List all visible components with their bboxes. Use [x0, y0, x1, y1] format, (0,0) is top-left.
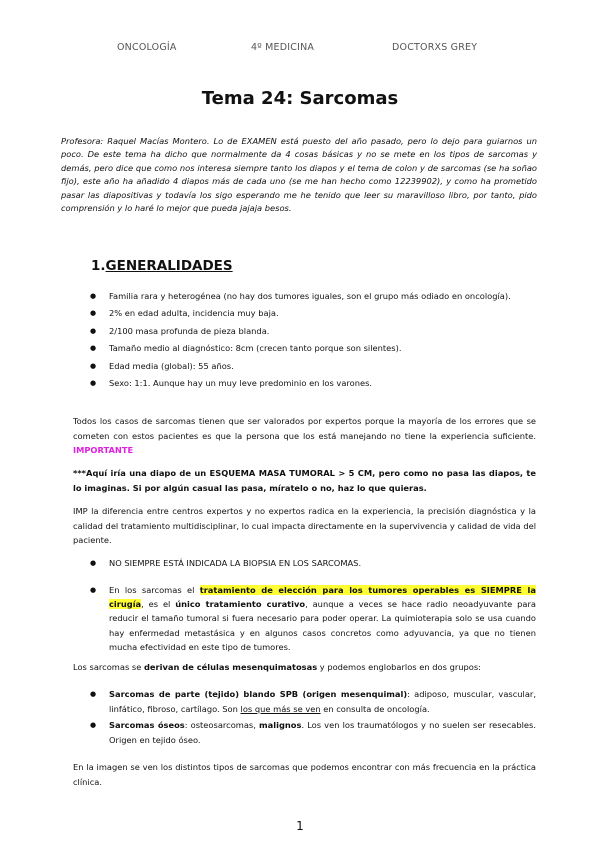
imp-paragraph: IMP la diferencia entre centros expertos y no expertos radica en la experiencia, la precisión diagnóstica y la calidad del tratamiento multidisciplinar, lo cual impacta directamente en la supervivencia y calidad de vida del paciente.	[73, 506, 536, 546]
bold-text: Sarcomas de parte (tejido) blando SPB (origen mesenquimal)	[109, 689, 408, 699]
header-course: 4º MEDICINA	[251, 42, 315, 53]
highlighted-text: tratamiento de elección para los tumores operables es SIEMPRE la cirugía	[109, 585, 536, 610]
list-item-text: Sexo: 1:1. Aunque hay un muy leve predominio en los varones.	[109, 378, 373, 389]
imagen-paragraph: En la imagen se ven los distintos tipos de sarcomas que podemos encontrar con más frecuencia en la práctica clínica.	[73, 762, 536, 787]
text-fragment: En los sarcomas el	[109, 585, 200, 595]
intro-paragraph: Profesora: Raquel Macías Montero. Lo de EXAMEN está puesto del año pasado, pero lo dejo para guiarnos un poco. De este tema ha dicho que normalmente da 4 cosas básicas y no se mete en los tipos de sarcomas y demás, pero dice que como nos interesa siempre tanto los diapos y el tema de colon y de sarcomas (se ha soñao fijo), este año ha añadido 4 diapos más de cada uno (se me han hecho como 12239902), y como ha prometido pasar las diapositivas y todavía los sigo esperando me he tenido que leer su maravilloso libro, por tanto, pido comprensión y lo haré lo mejor que pueda jajaja besos.	[61, 136, 537, 214]
bullet-icon: ●	[90, 559, 97, 567]
list-item	[90, 341, 536, 356]
page-header	[0, 42, 600, 56]
bullet-icon: ●	[90, 690, 97, 698]
list-item	[90, 556, 536, 571]
paragraph-text: Todos los casos de sarcomas tienen que ser valorados por expertos porque la mayoría de los errores que se cometen con estos pacientes es que la persona que los está manejando no tiene la experiencia suficiente.	[73, 416, 536, 441]
bold-text: derivan de células mesenquimatosas	[143, 662, 318, 672]
bold-text: único tratamiento curativo	[175, 599, 306, 610]
bold-text: Sarcomas óseos	[109, 720, 185, 731]
list-item-text: Edad media (global): 55 años.	[109, 360, 234, 371]
section-label: GENERALIDADES	[105, 258, 233, 274]
list-item-text: 2% en edad adulta, incidencia muy baja.	[109, 308, 279, 319]
list-item-text: 2/100 masa profunda de pieza blanda.	[109, 325, 270, 336]
text-fragment: : adiposo, muscular, vascular, linfático, fibroso, cartílago. Son	[109, 689, 536, 714]
list-item	[90, 359, 536, 374]
list-item	[90, 718, 536, 747]
tratamiento-list	[90, 583, 536, 654]
bullet-icon: ●	[90, 326, 97, 335]
bullet-icon: ●	[90, 309, 97, 318]
list-item	[90, 687, 536, 716]
important-tag: IMPORTANTE	[73, 445, 134, 456]
bullet-icon: ●	[90, 379, 97, 388]
esquema-note: ***Aquí iría una diapo de un ESQUEMA MASA TUMORAL > 5 CM, pero como no pasa las diapos, te lo imaginas. Si por algún casual las pasa, míratelo o no, haz lo que quieras.	[73, 468, 536, 493]
text-fragment: : osteosarcomas,	[184, 720, 260, 731]
biopsia-list	[90, 556, 536, 571]
list-item-text: Tamaño medio al diagnóstico: 8cm (crecen tanto porque son silentes).	[109, 343, 402, 354]
text-fragment: , es el	[141, 599, 176, 610]
list-item-text: NO SIEMPRE ESTÁ INDICADA LA BIOPSIA EN LOS SARCOMAS.	[109, 558, 362, 568]
page-number: 1	[296, 819, 304, 833]
bullet-icon: ●	[90, 586, 97, 594]
origen-paragraph	[73, 660, 536, 675]
bullet-icon: ●	[90, 721, 97, 730]
header-subject: ONCOLOGÍA	[117, 42, 177, 53]
text-fragment: Los sarcomas se	[73, 662, 144, 672]
page-title: Tema 24: Sarcomas	[201, 88, 399, 109]
text-fragment: , aunque a veces se hace radio neoadyuvante para reducir el tamaño tumoral si fuera necesario para poder operar. La quimioterapia solo se usa cuando hay enfermedad metastásica y en algunos casos concretos como adyuvancia, ya que no tienen mucha efectividad en este tipo de tumores.	[109, 599, 536, 652]
list-item	[90, 583, 536, 654]
header-authors: DOCTORXS GREY	[392, 42, 478, 53]
bullet-icon: ●	[90, 344, 97, 353]
section-number: 1.	[91, 258, 106, 274]
list-item	[90, 306, 536, 321]
text-fragment: en consulta de oncología.	[320, 703, 430, 714]
generalidades-list	[90, 289, 536, 393]
expertos-paragraph	[73, 414, 536, 458]
bold-text: malignos	[259, 720, 302, 731]
bullet-icon: ●	[90, 361, 97, 370]
grupos-list	[90, 687, 536, 749]
text-fragment: y podemos englobarlos en dos grupos:	[317, 662, 481, 672]
text-fragment: . Los ven los traumatólogos y no suelen ser resecables. Origen en tejido óseo.	[109, 720, 536, 745]
underlined-text: los que más se ven	[240, 703, 321, 714]
bullet-icon: ●	[90, 292, 97, 300]
section-heading-generalidades	[91, 258, 233, 274]
list-item	[90, 289, 536, 304]
list-item	[90, 324, 536, 339]
list-item	[90, 376, 536, 391]
list-item-text: Familia rara y heterogénea (no hay dos tumores iguales, son el grupo más odiado en oncología).	[109, 291, 511, 301]
